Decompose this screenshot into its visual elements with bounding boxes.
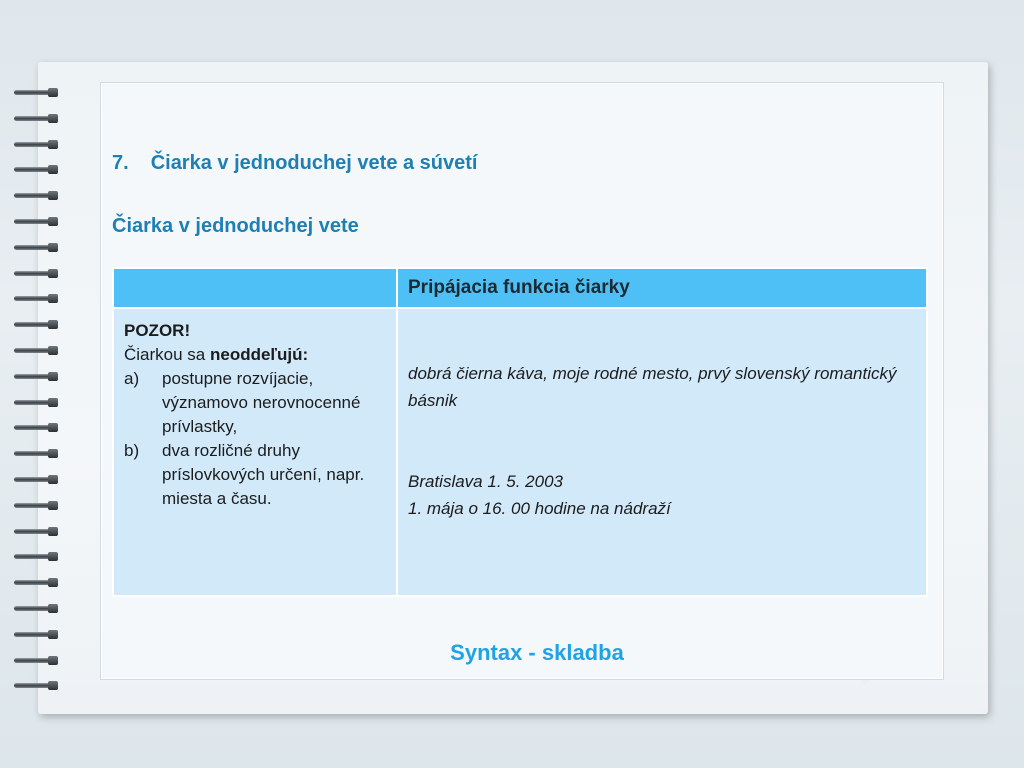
rules-table xyxy=(112,267,928,597)
spiral-ring xyxy=(14,346,58,356)
spiral-ring xyxy=(14,552,58,562)
spiral-ring xyxy=(14,449,58,459)
examples-cell xyxy=(397,308,927,596)
spiral-ring xyxy=(14,191,58,201)
page-title xyxy=(112,152,477,175)
subsection-title: Čiarka v jednoduchej vete xyxy=(112,215,359,237)
spiral-ring xyxy=(14,578,58,588)
spiral-ring xyxy=(14,423,58,433)
table-header-right: Pripájacia funkcia čiarky xyxy=(397,268,927,308)
table-row xyxy=(113,308,927,596)
list-marker: b) xyxy=(124,441,140,460)
list-item-text: dva rozličné druhy príslovkových určení, napr. miesta a času. xyxy=(162,441,365,508)
spiral-ring xyxy=(14,217,58,227)
example-b-line1: Bratislava 1. 5. 2003 xyxy=(408,472,563,491)
example-b-line2: 1. mája o 16. 00 hodine na nádraží xyxy=(408,499,671,518)
list-item xyxy=(124,367,386,439)
rules-cell xyxy=(113,308,397,596)
example-a: dobrá čierna káva, moje rodné mesto, prvý slovenský romantický básnik xyxy=(408,364,897,410)
spiral-ring xyxy=(14,114,58,124)
spiral-ring xyxy=(14,681,58,691)
table-header-row xyxy=(113,268,927,308)
spiral-ring xyxy=(14,604,58,614)
section-title: Čiarka v jednoduchej vete a súvetí xyxy=(150,152,478,174)
spiral-ring xyxy=(14,269,58,279)
list-item xyxy=(124,439,386,511)
list-item-text: postupne rozvíjacie, významovo nerovnocenné prívlastky, xyxy=(162,369,361,436)
spiral-ring xyxy=(14,88,58,98)
rule-list xyxy=(124,367,386,511)
spiral-ring xyxy=(14,165,58,175)
warning-label: POZOR! xyxy=(124,321,191,340)
table-header-left xyxy=(113,268,397,308)
spiral-ring xyxy=(14,398,58,408)
section-number: 7. xyxy=(112,152,129,174)
spiral-ring xyxy=(14,140,58,150)
spiral-ring xyxy=(14,320,58,330)
rule-intro: Čiarkou sa neoddeľujú: xyxy=(124,345,309,364)
footer-title: Syntax - skladba xyxy=(450,640,624,665)
list-marker: a) xyxy=(124,369,140,388)
spiral-ring xyxy=(14,527,58,537)
spiral-binding xyxy=(14,88,66,698)
spiral-ring xyxy=(14,630,58,640)
spiral-ring xyxy=(14,243,58,253)
rule-intro-bold: neoddeľujú: xyxy=(209,345,309,364)
spiral-ring xyxy=(14,294,58,304)
spiral-ring xyxy=(14,501,58,511)
spiral-ring xyxy=(14,372,58,382)
spiral-ring xyxy=(14,475,58,485)
